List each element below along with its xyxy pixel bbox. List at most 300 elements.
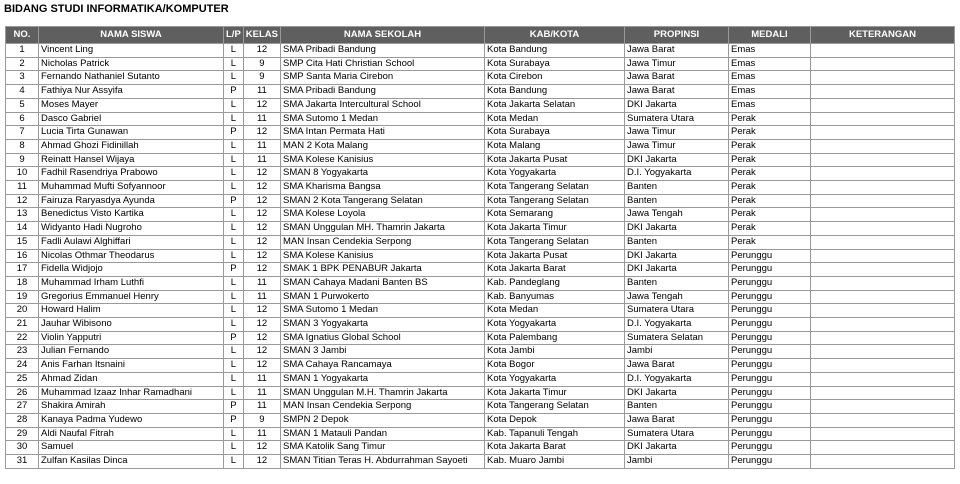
cell-nama-siswa[interactable]: Aldi Naufal Fitrah	[39, 427, 224, 441]
cell-propinsi[interactable]: Sumatera Utara	[624, 112, 728, 126]
cell-medali[interactable]: Emas	[728, 44, 810, 58]
cell-lp[interactable]: L	[224, 304, 244, 318]
cell-no[interactable]: 13	[6, 208, 39, 222]
cell-keterangan[interactable]	[810, 455, 954, 469]
cell-nama-sekolah[interactable]: SMA Pribadi Bandung	[280, 44, 484, 58]
cell-propinsi[interactable]: Jawa Barat	[624, 85, 728, 99]
header-no[interactable]: NO.	[6, 27, 39, 44]
cell-kelas[interactable]: 12	[243, 304, 280, 318]
cell-keterangan[interactable]	[810, 400, 954, 414]
cell-propinsi[interactable]: Banten	[624, 181, 728, 195]
cell-kelas[interactable]: 12	[243, 181, 280, 195]
cell-keterangan[interactable]	[810, 318, 954, 332]
cell-propinsi[interactable]: D.I. Yogyakarta	[624, 167, 728, 181]
cell-medali[interactable]: Perunggu	[728, 441, 810, 455]
cell-nama-siswa[interactable]: Samuel	[39, 441, 224, 455]
cell-nama-siswa[interactable]: Fernando Nathaniel Sutanto	[39, 71, 224, 85]
cell-medali[interactable]: Perunggu	[728, 359, 810, 373]
cell-kelas[interactable]: 9	[243, 71, 280, 85]
cell-no[interactable]: 26	[6, 386, 39, 400]
cell-lp[interactable]: L	[224, 222, 244, 236]
cell-propinsi[interactable]: D.I. Yogyakarta	[624, 318, 728, 332]
cell-lp[interactable]: P	[224, 263, 244, 277]
cell-lp[interactable]: L	[224, 44, 244, 58]
cell-nama-siswa[interactable]: Nicholas Patrick	[39, 57, 224, 71]
cell-kelas[interactable]: 12	[243, 318, 280, 332]
cell-nama-sekolah[interactable]: SMAN 8 Yogyakarta	[280, 167, 484, 181]
cell-kelas[interactable]: 12	[243, 208, 280, 222]
cell-kelas[interactable]: 12	[243, 345, 280, 359]
cell-propinsi[interactable]: Jambi	[624, 455, 728, 469]
cell-kab-kota[interactable]: Kota Yogyakarta	[484, 167, 624, 181]
cell-kelas[interactable]: 12	[243, 441, 280, 455]
cell-kab-kota[interactable]: Kota Palembang	[484, 331, 624, 345]
cell-nama-sekolah[interactable]: SMA Katolik Sang Timur	[280, 441, 484, 455]
cell-lp[interactable]: P	[224, 85, 244, 99]
cell-kab-kota[interactable]: Kota Jakarta Pusat	[484, 153, 624, 167]
cell-keterangan[interactable]	[810, 139, 954, 153]
table-row	[6, 194, 955, 208]
cell-propinsi[interactable]: Banten	[624, 235, 728, 249]
cell-lp[interactable]: P	[224, 400, 244, 414]
cell-kab-kota[interactable]: Kota Bandung	[484, 44, 624, 58]
cell-keterangan[interactable]	[810, 222, 954, 236]
cell-lp[interactable]: L	[224, 208, 244, 222]
cell-kelas[interactable]: 9	[243, 413, 280, 427]
cell-kab-kota[interactable]: Kab. Muaro Jambi	[484, 455, 624, 469]
cell-no[interactable]: 3	[6, 71, 39, 85]
cell-propinsi[interactable]: DKI Jakarta	[624, 222, 728, 236]
header-kelas[interactable]: KELAS	[243, 27, 280, 44]
cell-medali[interactable]: Perak	[728, 208, 810, 222]
cell-no[interactable]: 10	[6, 167, 39, 181]
cell-medali[interactable]: Perunggu	[728, 413, 810, 427]
cell-kelas[interactable]: 12	[243, 249, 280, 263]
cell-propinsi[interactable]: Jawa Barat	[624, 44, 728, 58]
cell-kelas[interactable]: 11	[243, 153, 280, 167]
cell-propinsi[interactable]: DKI Jakarta	[624, 153, 728, 167]
cell-no[interactable]: 27	[6, 400, 39, 414]
cell-propinsi[interactable]: DKI Jakarta	[624, 98, 728, 112]
cell-nama-sekolah[interactable]: SMA Pribadi Bandung	[280, 85, 484, 99]
cell-nama-siswa[interactable]: Fadhil Rasendriya Prabowo	[39, 167, 224, 181]
cell-nama-sekolah[interactable]: SMAN Cahaya Madani Banten BS	[280, 276, 484, 290]
cell-medali[interactable]: Perunggu	[728, 427, 810, 441]
cell-keterangan[interactable]	[810, 441, 954, 455]
cell-nama-siswa[interactable]: Julian Fernando	[39, 345, 224, 359]
cell-lp[interactable]: L	[224, 455, 244, 469]
cell-no[interactable]: 24	[6, 359, 39, 373]
cell-no[interactable]: 21	[6, 318, 39, 332]
cell-kab-kota[interactable]: Kota Yogyakarta	[484, 318, 624, 332]
cell-medali[interactable]: Perunggu	[728, 318, 810, 332]
cell-medali[interactable]: Perak	[728, 139, 810, 153]
cell-lp[interactable]: L	[224, 249, 244, 263]
cell-medali[interactable]: Perak	[728, 112, 810, 126]
cell-medali[interactable]: Perunggu	[728, 331, 810, 345]
cell-nama-siswa[interactable]: Muhammad Irham Luthfi	[39, 276, 224, 290]
cell-keterangan[interactable]	[810, 372, 954, 386]
header-row	[6, 27, 955, 44]
cell-nama-sekolah[interactable]: MAN Insan Cendekia Serpong	[280, 235, 484, 249]
cell-keterangan[interactable]	[810, 98, 954, 112]
cell-propinsi[interactable]: D.I. Yogyakarta	[624, 372, 728, 386]
cell-kelas[interactable]: 12	[243, 331, 280, 345]
cell-kab-kota[interactable]: Kab. Pandeglang	[484, 276, 624, 290]
cell-nama-siswa[interactable]: Violin Yapputri	[39, 331, 224, 345]
cell-kab-kota[interactable]: Kota Surabaya	[484, 126, 624, 140]
cell-nama-siswa[interactable]: Fadli Aulawi Alghiffari	[39, 235, 224, 249]
cell-no[interactable]: 14	[6, 222, 39, 236]
cell-lp[interactable]: L	[224, 372, 244, 386]
cell-nama-siswa[interactable]: Fathiya Nur Assyifa	[39, 85, 224, 99]
table-row	[6, 372, 955, 386]
cell-nama-siswa[interactable]: Lucia Tirta Gunawan	[39, 126, 224, 140]
cell-kelas[interactable]: 12	[243, 44, 280, 58]
cell-keterangan[interactable]	[810, 71, 954, 85]
cell-nama-sekolah[interactable]: SMAN 2 Kota Tangerang Selatan	[280, 194, 484, 208]
cell-lp[interactable]: L	[224, 139, 244, 153]
cell-nama-sekolah[interactable]: SMA Kolese Kanisius	[280, 249, 484, 263]
header-lp[interactable]: L/P	[224, 27, 244, 44]
cell-medali[interactable]: Perunggu	[728, 386, 810, 400]
cell-kab-kota[interactable]: Kota Jambi	[484, 345, 624, 359]
cell-nama-sekolah[interactable]: SMA Sutomo 1 Medan	[280, 304, 484, 318]
cell-no[interactable]: 28	[6, 413, 39, 427]
cell-lp[interactable]: L	[224, 276, 244, 290]
cell-no[interactable]: 20	[6, 304, 39, 318]
cell-lp[interactable]: P	[224, 194, 244, 208]
cell-kab-kota[interactable]: Kota Yogyakarta	[484, 372, 624, 386]
table-row	[6, 139, 955, 153]
cell-kelas[interactable]: 11	[243, 386, 280, 400]
cell-nama-sekolah[interactable]: SMAN Unggulan MH. Thamrin Jakarta	[280, 222, 484, 236]
cell-nama-siswa[interactable]: Moses Mayer	[39, 98, 224, 112]
table-row	[6, 276, 955, 290]
cell-no[interactable]: 2	[6, 57, 39, 71]
cell-keterangan[interactable]	[810, 181, 954, 195]
cell-nama-siswa[interactable]: Dasco Gabriel	[39, 112, 224, 126]
cell-no[interactable]: 4	[6, 85, 39, 99]
cell-medali[interactable]: Perak	[728, 153, 810, 167]
cell-nama-siswa[interactable]: Muhammad Izaaz Inhar Ramadhani	[39, 386, 224, 400]
cell-nama-siswa[interactable]: Benedictus Visto Kartika	[39, 208, 224, 222]
cell-propinsi[interactable]: Sumatera Utara	[624, 304, 728, 318]
cell-keterangan[interactable]	[810, 57, 954, 71]
cell-nama-siswa[interactable]: Reinatt Hansel Wijaya	[39, 153, 224, 167]
cell-nama-siswa[interactable]: Ahmad Ghozi Fidinillah	[39, 139, 224, 153]
cell-medali[interactable]: Emas	[728, 98, 810, 112]
cell-kelas[interactable]: 11	[243, 276, 280, 290]
cell-medali[interactable]: Perak	[728, 222, 810, 236]
cell-propinsi[interactable]: Jawa Timur	[624, 126, 728, 140]
cell-no[interactable]: 15	[6, 235, 39, 249]
table-row	[6, 57, 955, 71]
cell-nama-sekolah[interactable]: MAN 2 Kota Malang	[280, 139, 484, 153]
cell-medali[interactable]: Perunggu	[728, 290, 810, 304]
cell-lp[interactable]: L	[224, 98, 244, 112]
cell-no[interactable]: 1	[6, 44, 39, 58]
cell-nama-siswa[interactable]: Ahmad Zidan	[39, 372, 224, 386]
cell-propinsi[interactable]: Banten	[624, 276, 728, 290]
cell-keterangan[interactable]	[810, 304, 954, 318]
cell-lp[interactable]: L	[224, 345, 244, 359]
cell-propinsi[interactable]: Jawa Tengah	[624, 208, 728, 222]
cell-kab-kota[interactable]: Kota Tangerang Selatan	[484, 181, 624, 195]
cell-medali[interactable]: Perak	[728, 194, 810, 208]
cell-kab-kota[interactable]: Kota Bogor	[484, 359, 624, 373]
cell-nama-sekolah[interactable]: SMA Cahaya Rancamaya	[280, 359, 484, 373]
cell-nama-sekolah[interactable]: SMA Ignatius Global School	[280, 331, 484, 345]
cell-no[interactable]: 8	[6, 139, 39, 153]
cell-keterangan[interactable]	[810, 208, 954, 222]
cell-lp[interactable]: P	[224, 331, 244, 345]
cell-kab-kota[interactable]: Kab. Banyumas	[484, 290, 624, 304]
cell-propinsi[interactable]: Jawa Barat	[624, 71, 728, 85]
cell-kelas[interactable]: 11	[243, 139, 280, 153]
cell-kelas[interactable]: 12	[243, 98, 280, 112]
table-row	[6, 386, 955, 400]
cell-lp[interactable]: L	[224, 112, 244, 126]
cell-no[interactable]: 23	[6, 345, 39, 359]
cell-lp[interactable]: L	[224, 167, 244, 181]
cell-no[interactable]: 16	[6, 249, 39, 263]
cell-kelas[interactable]: 12	[243, 222, 280, 236]
cell-medali[interactable]: Perak	[728, 126, 810, 140]
cell-nama-sekolah[interactable]: SMPN 2 Depok	[280, 413, 484, 427]
cell-propinsi[interactable]: Jambi	[624, 345, 728, 359]
cell-nama-siswa[interactable]: Vincent Ling	[39, 44, 224, 58]
cell-nama-sekolah[interactable]: SMAN 1 Yogyakarta	[280, 372, 484, 386]
cell-medali[interactable]: Perunggu	[728, 345, 810, 359]
cell-keterangan[interactable]	[810, 153, 954, 167]
cell-lp[interactable]: L	[224, 359, 244, 373]
cell-kab-kota[interactable]: Kota Bandung	[484, 85, 624, 99]
cell-keterangan[interactable]	[810, 386, 954, 400]
cell-propinsi[interactable]: DKI Jakarta	[624, 386, 728, 400]
cell-medali[interactable]: Perak	[728, 167, 810, 181]
header-keterangan[interactable]: KETERANGAN	[810, 27, 954, 44]
cell-keterangan[interactable]	[810, 44, 954, 58]
cell-nama-siswa[interactable]: Muhammad Mufti Sofyannoor	[39, 181, 224, 195]
cell-nama-sekolah[interactable]: SMA Kolese Kanisius	[280, 153, 484, 167]
cell-kelas[interactable]: 12	[243, 455, 280, 469]
cell-nama-sekolah[interactable]: SMP Cita Hati Christian School	[280, 57, 484, 71]
header-medali[interactable]: MEDALI	[728, 27, 810, 44]
cell-kab-kota[interactable]: Kota Malang	[484, 139, 624, 153]
cell-nama-siswa[interactable]: Nicolas Othmar Theodarus	[39, 249, 224, 263]
cell-medali[interactable]: Emas	[728, 71, 810, 85]
cell-kab-kota[interactable]: Kota Surabaya	[484, 57, 624, 71]
cell-lp[interactable]: L	[224, 441, 244, 455]
cell-no[interactable]: 6	[6, 112, 39, 126]
cell-no[interactable]: 19	[6, 290, 39, 304]
cell-keterangan[interactable]	[810, 263, 954, 277]
cell-nama-sekolah[interactable]: SMA Jakarta Intercultural School	[280, 98, 484, 112]
cell-keterangan[interactable]	[810, 276, 954, 290]
cell-nama-siswa[interactable]: Kanaya Padma Yudewo	[39, 413, 224, 427]
cell-lp[interactable]: L	[224, 290, 244, 304]
cell-nama-sekolah[interactable]: MAN Insan Cendekia Serpong	[280, 400, 484, 414]
cell-keterangan[interactable]	[810, 290, 954, 304]
cell-propinsi[interactable]: Sumatera Selatan	[624, 331, 728, 345]
cell-keterangan[interactable]	[810, 112, 954, 126]
header-propinsi[interactable]: PROPINSI	[624, 27, 728, 44]
cell-keterangan[interactable]	[810, 249, 954, 263]
table-row	[6, 181, 955, 195]
cell-nama-sekolah[interactable]: SMA Kolese Loyola	[280, 208, 484, 222]
header-nama-siswa[interactable]: NAMA SISWA	[39, 27, 224, 44]
header-kab-kota[interactable]: KAB/KOTA	[484, 27, 624, 44]
cell-kelas[interactable]: 12	[243, 126, 280, 140]
cell-kab-kota[interactable]: Kab. Tapanuli Tengah	[484, 427, 624, 441]
cell-kab-kota[interactable]: Kota Cirebon	[484, 71, 624, 85]
cell-nama-siswa[interactable]: Widyanto Hadi Nugroho	[39, 222, 224, 236]
cell-no[interactable]: 5	[6, 98, 39, 112]
cell-nama-sekolah[interactable]: SMAK 1 BPK PENABUR Jakarta	[280, 263, 484, 277]
cell-kab-kota[interactable]: Kota Jakarta Barat	[484, 441, 624, 455]
table-row	[6, 331, 955, 345]
table-row	[6, 455, 955, 469]
cell-medali[interactable]: Perunggu	[728, 263, 810, 277]
cell-propinsi[interactable]: Banten	[624, 400, 728, 414]
cell-nama-siswa[interactable]: Fairuza Raryasdya Ayunda	[39, 194, 224, 208]
cell-nama-siswa[interactable]: Anis Farhan Itsnaini	[39, 359, 224, 373]
cell-propinsi[interactable]: DKI Jakarta	[624, 263, 728, 277]
cell-nama-sekolah[interactable]: SMAN Unggulan M.H. Thamrin Jakarta	[280, 386, 484, 400]
cell-lp[interactable]: L	[224, 386, 244, 400]
cell-nama-siswa[interactable]: Shakira Amirah	[39, 400, 224, 414]
cell-propinsi[interactable]: Jawa Tengah	[624, 290, 728, 304]
cell-medali[interactable]: Perunggu	[728, 249, 810, 263]
table-row	[6, 441, 955, 455]
cell-kab-kota[interactable]: Kota Jakarta Pusat	[484, 249, 624, 263]
cell-nama-sekolah[interactable]: SMAN Titian Teras H. Abdurrahman Sayoeti	[280, 455, 484, 469]
cell-nama-sekolah[interactable]: SMAN 3 Jambi	[280, 345, 484, 359]
cell-nama-siswa[interactable]: Jauhar Wibisono	[39, 318, 224, 332]
cell-nama-sekolah[interactable]: SMA Sutomo 1 Medan	[280, 112, 484, 126]
cell-nama-sekolah[interactable]: SMA Kharisma Bangsa	[280, 181, 484, 195]
cell-kab-kota[interactable]: Kota Tangerang Selatan	[484, 400, 624, 414]
cell-kelas[interactable]: 11	[243, 85, 280, 99]
cell-kelas[interactable]: 11	[243, 427, 280, 441]
cell-kab-kota[interactable]: Kota Depok	[484, 413, 624, 427]
cell-kab-kota[interactable]: Kota Jakarta Timur	[484, 222, 624, 236]
cell-lp[interactable]: L	[224, 427, 244, 441]
cell-keterangan[interactable]	[810, 427, 954, 441]
cell-no[interactable]: 22	[6, 331, 39, 345]
cell-kab-kota[interactable]: Kota Medan	[484, 112, 624, 126]
cell-kab-kota[interactable]: Kota Tangerang Selatan	[484, 194, 624, 208]
cell-no[interactable]: 9	[6, 153, 39, 167]
cell-no[interactable]: 17	[6, 263, 39, 277]
cell-keterangan[interactable]	[810, 194, 954, 208]
cell-kab-kota[interactable]: Kota Semarang	[484, 208, 624, 222]
cell-no[interactable]: 29	[6, 427, 39, 441]
cell-kelas[interactable]: 11	[243, 290, 280, 304]
table-row	[6, 235, 955, 249]
cell-medali[interactable]: Perak	[728, 181, 810, 195]
cell-no[interactable]: 12	[6, 194, 39, 208]
cell-no[interactable]: 7	[6, 126, 39, 140]
cell-keterangan[interactable]	[810, 331, 954, 345]
cell-kelas[interactable]: 12	[243, 194, 280, 208]
cell-kelas[interactable]: 12	[243, 167, 280, 181]
cell-kelas[interactable]: 12	[243, 263, 280, 277]
cell-nama-sekolah[interactable]: SMA Intan Permata Hati	[280, 126, 484, 140]
cell-medali[interactable]: Emas	[728, 57, 810, 71]
cell-medali[interactable]: Perunggu	[728, 400, 810, 414]
cell-kab-kota[interactable]: Kota Jakarta Timur	[484, 386, 624, 400]
cell-keterangan[interactable]	[810, 413, 954, 427]
cell-propinsi[interactable]: Sumatera Utara	[624, 427, 728, 441]
cell-kab-kota[interactable]: Kota Jakarta Selatan	[484, 98, 624, 112]
cell-nama-siswa[interactable]: Zulfan Kasilas Dinca	[39, 455, 224, 469]
cell-no[interactable]: 25	[6, 372, 39, 386]
cell-lp[interactable]: L	[224, 318, 244, 332]
cell-medali[interactable]: Perunggu	[728, 455, 810, 469]
cell-keterangan[interactable]	[810, 167, 954, 181]
cell-lp[interactable]: L	[224, 235, 244, 249]
cell-no[interactable]: 11	[6, 181, 39, 195]
cell-medali[interactable]: Emas	[728, 85, 810, 99]
cell-propinsi[interactable]: DKI Jakarta	[624, 249, 728, 263]
cell-lp[interactable]: L	[224, 181, 244, 195]
cell-medali[interactable]: Perunggu	[728, 276, 810, 290]
cell-kab-kota[interactable]: Kota Medan	[484, 304, 624, 318]
cell-nama-sekolah[interactable]: SMP Santa Maria Cirebon	[280, 71, 484, 85]
cell-propinsi[interactable]: Jawa Timur	[624, 57, 728, 71]
cell-lp[interactable]: P	[224, 413, 244, 427]
header-nama-sekolah[interactable]: NAMA SEKOLAH	[280, 27, 484, 44]
cell-nama-siswa[interactable]: Gregorius Emmanuel Henry	[39, 290, 224, 304]
cell-keterangan[interactable]	[810, 126, 954, 140]
cell-nama-sekolah[interactable]: SMAN 1 Matauli Pandan	[280, 427, 484, 441]
cell-lp[interactable]: L	[224, 153, 244, 167]
cell-medali[interactable]: Perunggu	[728, 304, 810, 318]
cell-kelas[interactable]: 11	[243, 400, 280, 414]
cell-propinsi[interactable]: Jawa Timur	[624, 139, 728, 153]
cell-keterangan[interactable]	[810, 359, 954, 373]
cell-propinsi[interactable]: Jawa Barat	[624, 413, 728, 427]
cell-kelas[interactable]: 12	[243, 235, 280, 249]
cell-medali[interactable]: Perunggu	[728, 372, 810, 386]
cell-nama-siswa[interactable]: Howard Halim	[39, 304, 224, 318]
cell-kelas[interactable]: 11	[243, 372, 280, 386]
cell-lp[interactable]: L	[224, 57, 244, 71]
cell-keterangan[interactable]	[810, 235, 954, 249]
cell-nama-sekolah[interactable]: SMAN 1 Purwokerto	[280, 290, 484, 304]
cell-kab-kota[interactable]: Kota Tangerang Selatan	[484, 235, 624, 249]
cell-nama-sekolah[interactable]: SMAN 3 Yogyakarta	[280, 318, 484, 332]
cell-keterangan[interactable]	[810, 85, 954, 99]
cell-no[interactable]: 18	[6, 276, 39, 290]
cell-propinsi[interactable]: Jawa Barat	[624, 359, 728, 373]
cell-kelas[interactable]: 12	[243, 359, 280, 373]
cell-medali[interactable]: Perak	[728, 235, 810, 249]
cell-no[interactable]: 30	[6, 441, 39, 455]
cell-lp[interactable]: L	[224, 71, 244, 85]
cell-kelas[interactable]: 11	[243, 112, 280, 126]
cell-kab-kota[interactable]: Kota Jakarta Barat	[484, 263, 624, 277]
cell-nama-siswa[interactable]: Fidella Widjojo	[39, 263, 224, 277]
cell-lp[interactable]: P	[224, 126, 244, 140]
cell-propinsi[interactable]: DKI Jakarta	[624, 441, 728, 455]
cell-keterangan[interactable]	[810, 345, 954, 359]
cell-propinsi[interactable]: Banten	[624, 194, 728, 208]
cell-kelas[interactable]: 9	[243, 57, 280, 71]
cell-no[interactable]: 31	[6, 455, 39, 469]
